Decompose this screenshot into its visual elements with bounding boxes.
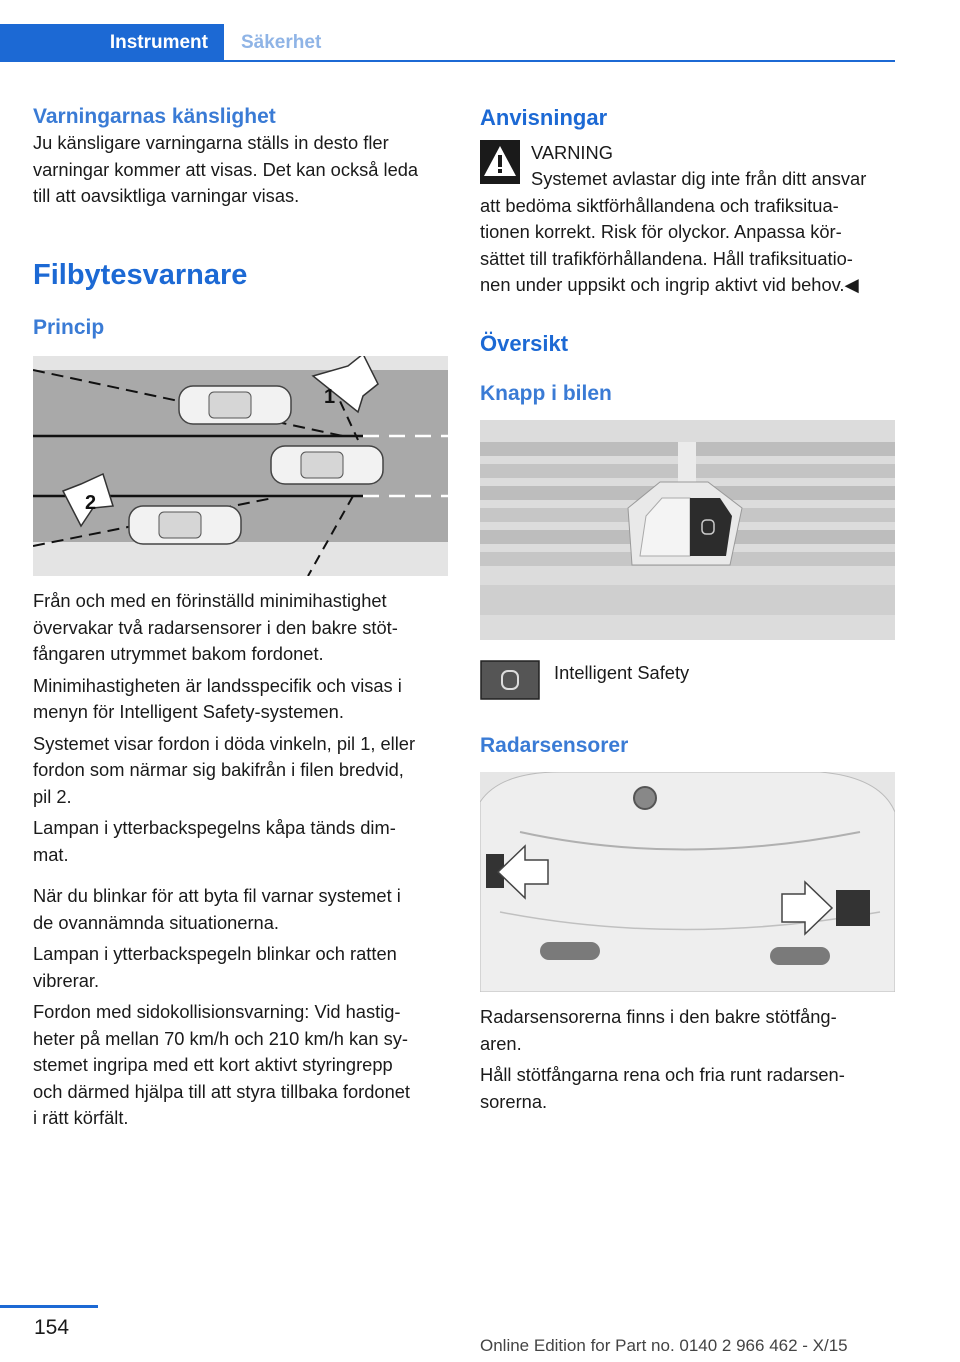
page-title: Filbytesvarnare xyxy=(33,259,248,291)
text-line: tionen korrekt. Risk för olyckor. Anpassa kör- xyxy=(480,221,842,242)
text-line: Radarsensorerna finns i den bakre stötfång- xyxy=(480,1006,837,1027)
text-line: att bedöma siktförhållandena och trafiksitua- xyxy=(480,194,839,216)
footer-rule xyxy=(0,1305,98,1308)
paragraph xyxy=(480,1062,895,1115)
lane-change-figure xyxy=(33,356,448,576)
text-line: Ju känsligare varningarna ställs in desto fler xyxy=(33,132,389,153)
text-line: Systemet avlastar dig inte från ditt ansvar xyxy=(531,168,867,189)
text-line: menyn för Intelligent Safety-systemen. xyxy=(33,701,344,722)
text-line: pil 2. xyxy=(33,785,72,807)
text-line: Systemet visar fordon i döda vinkeln, pil 1, eller xyxy=(33,732,416,754)
notes-heading: Anvisningar xyxy=(480,105,608,130)
tab-sakerhet[interactable]: Säkerhet xyxy=(241,32,322,53)
text-line: Håll stötfångarna rena och fria runt radarsen- xyxy=(480,1064,845,1085)
paragraph xyxy=(33,731,448,811)
paragraph xyxy=(33,815,448,868)
text-line: de ovannämnda situationerna. xyxy=(33,911,279,933)
text-line: Minimihastigheten är landsspecifik och visas i xyxy=(33,674,402,696)
text-line: fångaren utrymmet bakom fordonet. xyxy=(33,643,324,664)
intelligent-safety-button-icon xyxy=(480,660,540,700)
principle-heading: Princip xyxy=(33,316,105,339)
warning-text xyxy=(480,166,900,299)
tab-instrument[interactable]: Instrument xyxy=(0,24,224,62)
text-line: Från och med en förinställd minimihastighet xyxy=(33,590,387,611)
figure-label-2: 2 xyxy=(85,492,97,514)
button-heading: Knapp i bilen xyxy=(480,382,612,405)
text-line: Lampan i ytterbackspegelns kåpa tänds dim- xyxy=(33,817,396,838)
warning-title: VARNING xyxy=(531,142,613,163)
text-line: sorerna. xyxy=(480,1090,548,1112)
text-line: nen under uppsikt och ingrip aktivt vid behov.◀ xyxy=(480,274,859,295)
text-line: i rätt körfält. xyxy=(33,1107,129,1128)
sensitivity-heading: Varningarnas känslighet xyxy=(33,105,276,128)
text-line: heter på mellan 70 km/h och 210 km/h kan sy- xyxy=(33,1027,408,1049)
text-line: varningar kommer att visas. Det kan också leda xyxy=(33,158,419,180)
paragraph xyxy=(33,999,448,1132)
header-rule xyxy=(224,60,895,62)
radar-body xyxy=(480,1004,895,1115)
radar-sensor-photo xyxy=(480,772,895,992)
footer-note: Online Edition for Part no. 0140 2 966 462 - X/15 xyxy=(480,1336,848,1355)
text-line: sättet till trafikförhållandena. Håll trafiksituatio- xyxy=(480,247,853,269)
overview-heading: Översikt xyxy=(480,331,569,356)
text-line: Fordon med sidokollisionsvarning: Vid hastig- xyxy=(33,1001,401,1022)
text-line: När du blinkar för att byta fil varnar systemet i xyxy=(33,885,401,906)
paragraph xyxy=(33,673,448,726)
text-line: fordon som närmar sig bakifrån i filen bredvid, xyxy=(33,759,404,780)
figure-label-1: 1 xyxy=(324,386,336,408)
radar-heading: Radarsensorer xyxy=(480,734,629,757)
button-caption: Intelligent Safety xyxy=(554,662,690,683)
sensitivity-text xyxy=(33,130,448,210)
text-line: aren. xyxy=(480,1032,522,1054)
text-line: Lampan i ytterbackspegeln blinkar och ratten xyxy=(33,943,397,964)
page-number: 154 xyxy=(34,1316,70,1339)
left-body xyxy=(33,588,448,1132)
paragraph xyxy=(33,588,448,668)
left-column xyxy=(33,104,448,210)
text-line: till att oavsiktliga varningar visas. xyxy=(33,185,300,206)
text-line: övervakar två radarsensorer i den bakre stöt- xyxy=(33,616,398,638)
button-photo xyxy=(480,420,895,640)
paragraph xyxy=(33,941,448,994)
text-line: stemet ingripa med ett kort aktivt styringrepp xyxy=(33,1054,393,1075)
text-line: vibrerar. xyxy=(33,969,100,991)
paragraph xyxy=(33,883,448,936)
paragraph xyxy=(480,1004,895,1057)
text-line: och därmed hjälpa till att styra tillbaka fordonet xyxy=(33,1080,410,1102)
text-line: mat. xyxy=(33,843,69,865)
